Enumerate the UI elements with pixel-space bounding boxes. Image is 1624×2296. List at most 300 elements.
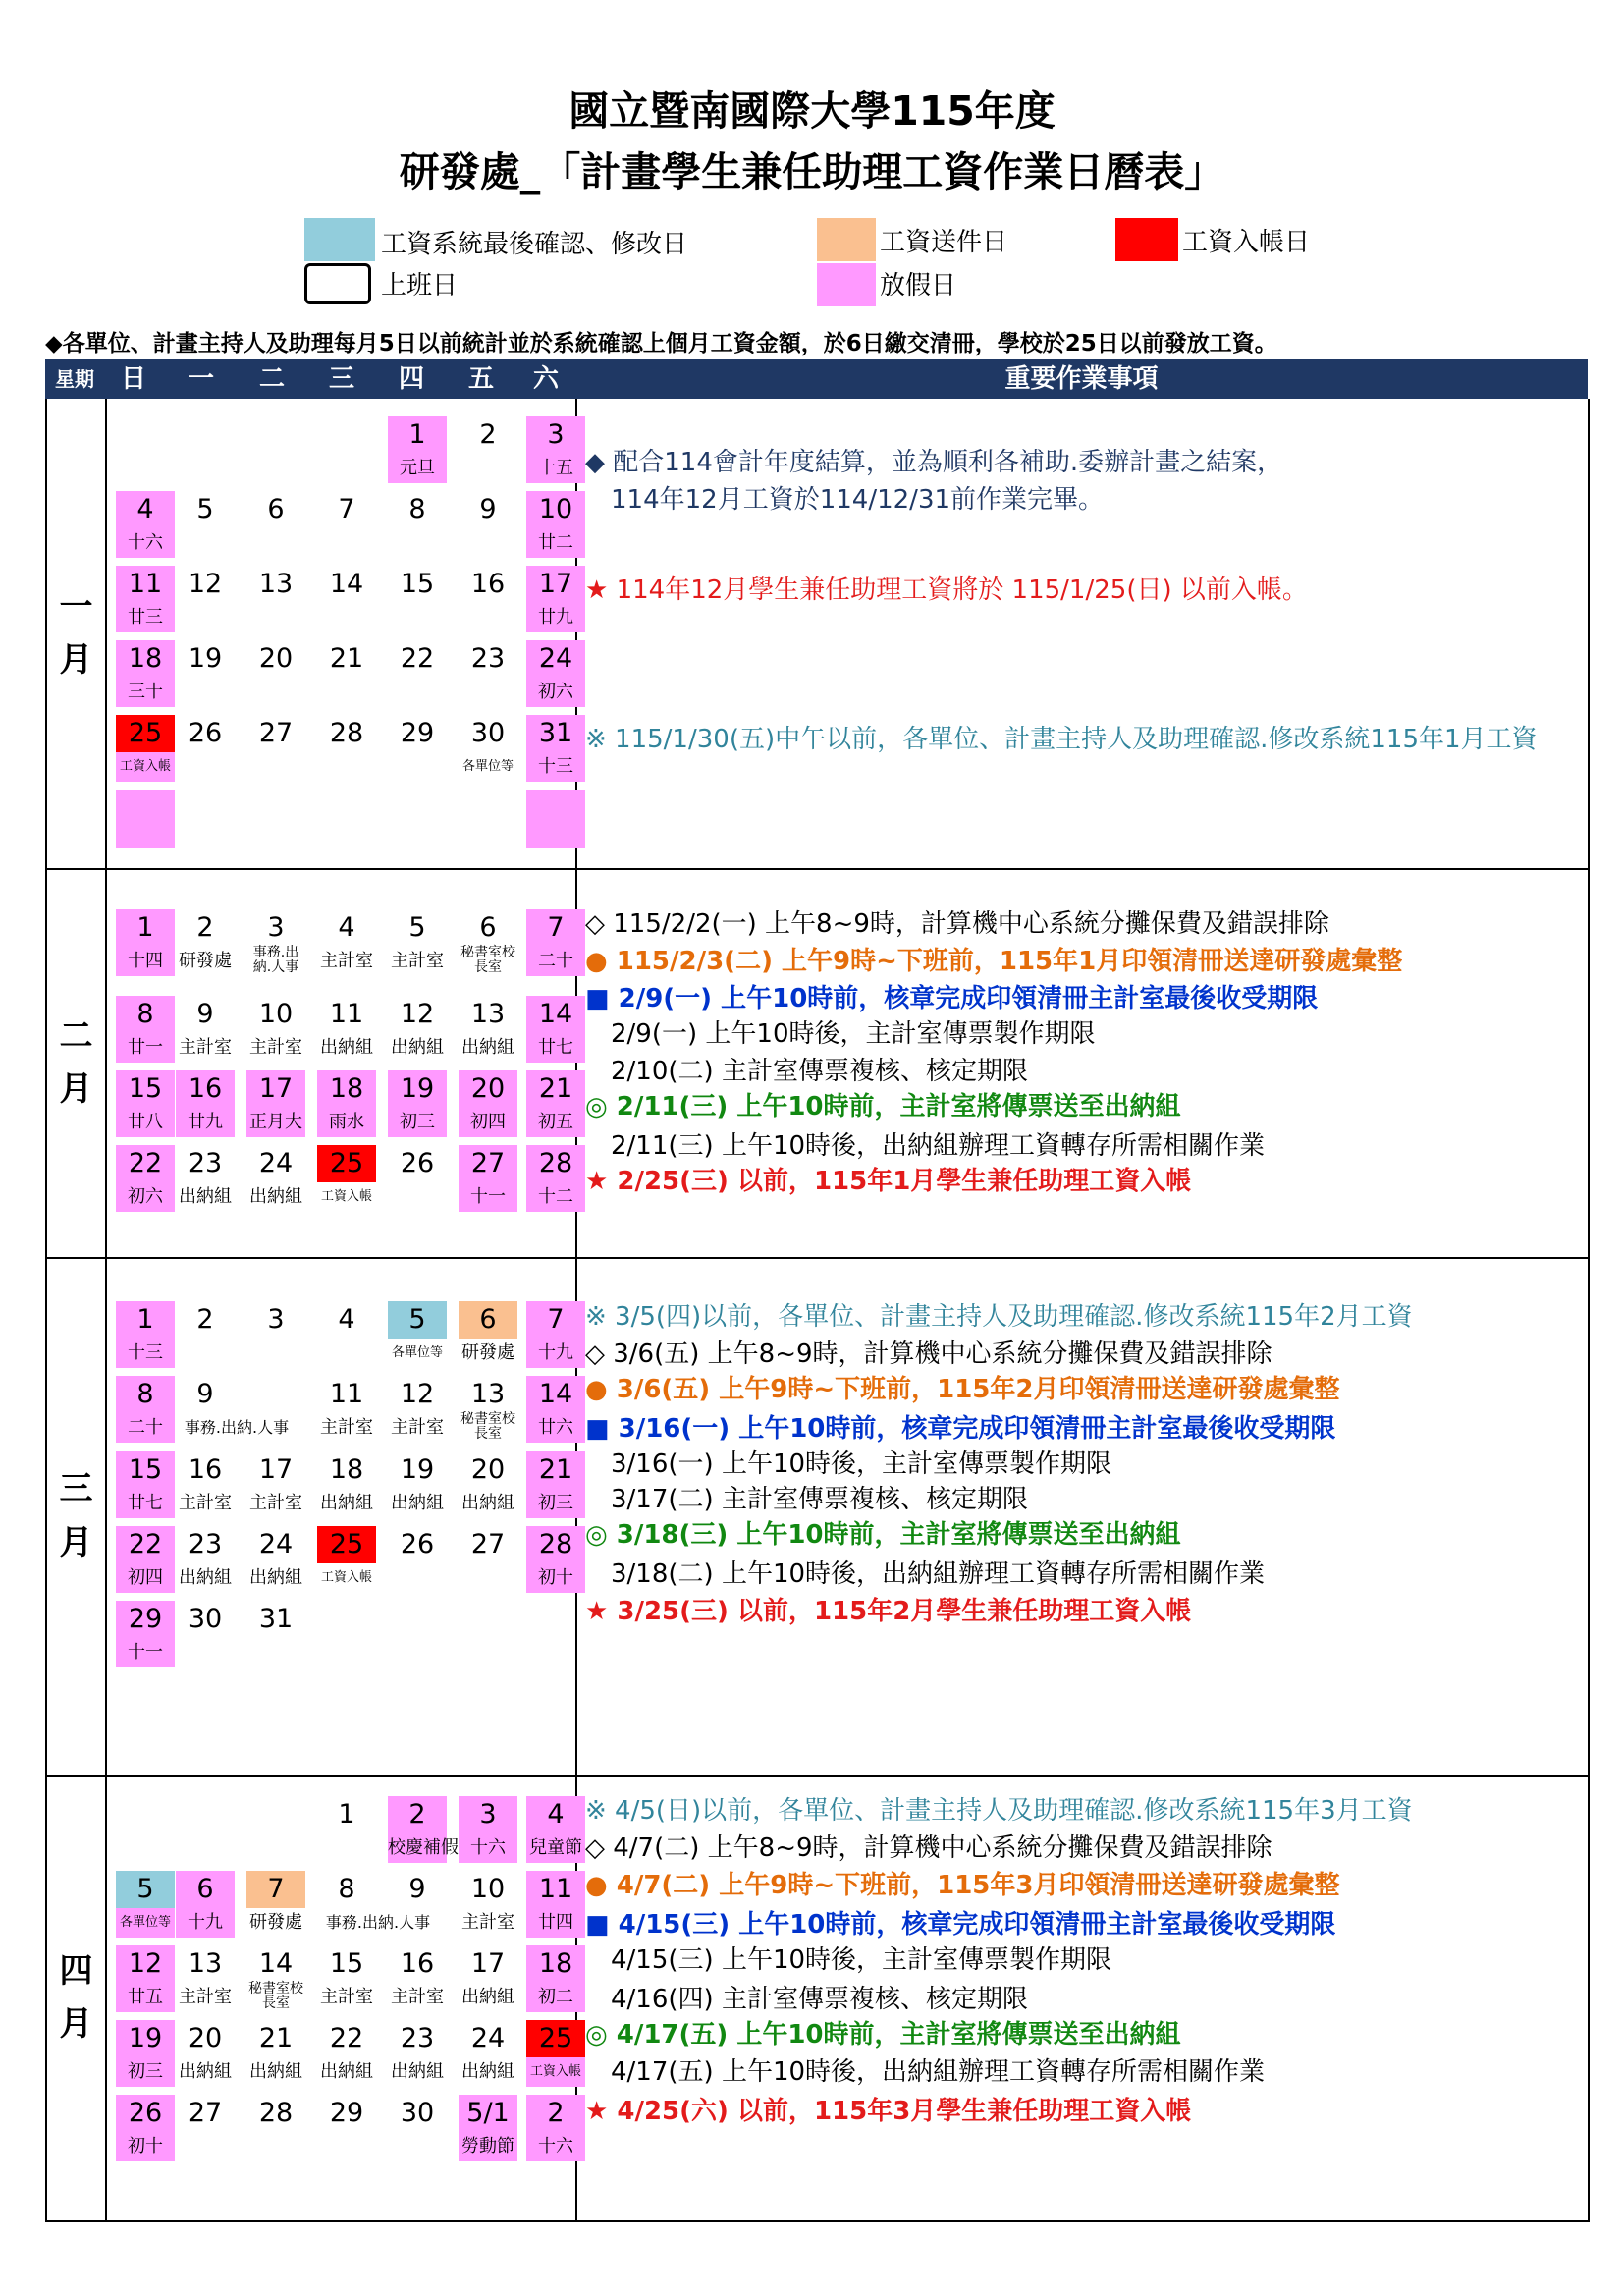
calendar-day bbox=[176, 1945, 235, 2012]
calendar-day bbox=[459, 416, 517, 483]
day-number: 25 bbox=[317, 1526, 376, 1563]
calendar-day bbox=[246, 1451, 305, 1518]
calendar-day bbox=[116, 1301, 175, 1368]
day-number: 27 bbox=[470, 1529, 506, 1559]
event-item: ● 115/2/3(二) 上午9時~下班前，115年1月印領清冊送達研發處彙整 bbox=[585, 947, 1403, 976]
day-number: 12 bbox=[400, 1379, 435, 1409]
calendar-day bbox=[526, 1945, 585, 2012]
calendar-day bbox=[116, 996, 175, 1063]
month-label-char: 月 bbox=[59, 2004, 93, 2044]
calendar-grid bbox=[107, 868, 577, 1257]
day-number: 9 bbox=[408, 1874, 426, 1904]
calendar-day bbox=[388, 1070, 447, 1137]
day-note: 校慶補假 bbox=[388, 1833, 447, 1863]
day-number: 24 bbox=[258, 1529, 294, 1559]
legend-confirm-swatch bbox=[304, 218, 375, 261]
calendar-day bbox=[116, 1070, 175, 1137]
day-number: 26 bbox=[116, 2095, 175, 2132]
calendar-day bbox=[317, 1796, 376, 1863]
day-note: 二十 bbox=[526, 947, 585, 976]
calendar-day bbox=[116, 1376, 175, 1443]
calendar-day bbox=[526, 1796, 585, 1863]
calendar-day bbox=[388, 1945, 447, 2012]
calendar-day bbox=[388, 909, 447, 976]
day-number: 31 bbox=[526, 715, 585, 752]
day-number: 2 bbox=[479, 419, 497, 450]
calendar-day bbox=[246, 2095, 305, 2161]
day-note: 出納組 bbox=[391, 1493, 444, 1513]
calendar-day bbox=[116, 2020, 175, 2087]
day-number: 26 bbox=[188, 718, 223, 748]
day-number: 8 bbox=[116, 996, 175, 1033]
day-note: 廿四 bbox=[526, 1908, 585, 1938]
calendar-day bbox=[459, 1945, 517, 2012]
day-number: 5 bbox=[408, 912, 426, 943]
day-number: 15 bbox=[400, 569, 435, 599]
page-subtitle: 研發處_「計畫學生兼任助理工資作業日曆表」 bbox=[399, 148, 1225, 195]
day-note: 主計室 bbox=[179, 1037, 232, 1058]
calendar-day bbox=[459, 909, 517, 976]
event-item: ■ 4/15(三) 上午10時前，核章完成印領清冊主計室最後收受期限 bbox=[585, 1910, 1336, 1940]
day-number: 29 bbox=[329, 2098, 364, 2128]
day-number: 15 bbox=[329, 1948, 364, 1979]
calendar-day bbox=[176, 1070, 235, 1137]
month-label-char: 四 bbox=[59, 1950, 93, 1991]
month-label bbox=[47, 1775, 107, 2220]
instruction-note: ◆各單位、計畫主持人及助理每月5日以前統計並於系統確認上個月工資金額，於6日繳交清冊，學校於25日以前發放工資。 bbox=[45, 331, 1277, 356]
day-number: 25 bbox=[526, 2020, 585, 2057]
calendar-day bbox=[526, 909, 585, 976]
calendar-day bbox=[116, 566, 175, 632]
month-label-char: 月 bbox=[59, 640, 93, 680]
event-item: ◇ 115/2/2(一) 上午8~9時，計算機中心系統分攤保費及錯誤排除 bbox=[585, 909, 1329, 939]
calendar-day bbox=[176, 491, 235, 558]
calendar-day bbox=[317, 1376, 376, 1443]
day-number: 28 bbox=[526, 1526, 585, 1563]
calendar-day bbox=[388, 640, 447, 707]
calendar-day bbox=[246, 1145, 305, 1212]
calendar-day bbox=[526, 2095, 585, 2161]
day-note: 初十 bbox=[116, 2132, 175, 2161]
calendar-day bbox=[459, 1451, 517, 1518]
day-note: 事務.出納.人事 bbox=[252, 945, 299, 975]
day-note: 廿三 bbox=[116, 603, 175, 632]
calendar-day bbox=[526, 1526, 585, 1593]
day-note: 十六 bbox=[526, 2132, 585, 2161]
day-number: 2 bbox=[196, 1304, 214, 1335]
day-number: 14 bbox=[258, 1948, 294, 1979]
day-note: 主計室 bbox=[249, 1493, 302, 1513]
event-item: ● 4/7(二) 上午9時~下班前，115年3月印領清冊送達研發處彙整 bbox=[585, 1871, 1340, 1900]
day-number: 1 bbox=[116, 909, 175, 947]
day-number: 20 bbox=[470, 1454, 506, 1485]
calendar-grid bbox=[107, 1775, 582, 2220]
calendar-day bbox=[526, 416, 585, 483]
day-note: 正月大 bbox=[246, 1108, 305, 1137]
calendar-day bbox=[526, 1871, 585, 1938]
day-note: 雨水 bbox=[317, 1108, 376, 1137]
day-number: 27 bbox=[258, 718, 294, 748]
calendar-day bbox=[176, 640, 235, 707]
day-number: 11 bbox=[116, 566, 175, 603]
header-day-sun: 日 bbox=[120, 364, 146, 394]
calendar-day bbox=[388, 1871, 447, 1938]
day-note: 初六 bbox=[116, 1182, 175, 1212]
day-number: 3 bbox=[459, 1796, 517, 1833]
event-item: ◇ 4/7(二) 上午8~9時，計算機中心系統分攤保費及錯誤排除 bbox=[585, 1833, 1272, 1863]
calendar-day bbox=[526, 715, 585, 782]
day-number: 7 bbox=[526, 909, 585, 947]
day-note: 初五 bbox=[526, 1108, 585, 1137]
day-number: 30 bbox=[400, 2098, 435, 2128]
day-number: 9 bbox=[196, 1379, 214, 1409]
calendar-day bbox=[317, 996, 376, 1063]
day-number: 8 bbox=[116, 1376, 175, 1413]
day-note: 元旦 bbox=[388, 454, 447, 483]
day-note: 各單位等 bbox=[116, 1908, 175, 1938]
calendar-day bbox=[246, 640, 305, 707]
event-item: 3/18(二) 上午10時後，出納組辦理工資轉存所需相關作業 bbox=[585, 1559, 1266, 1589]
calendar-day bbox=[116, 715, 175, 782]
calendar-day bbox=[459, 1526, 517, 1593]
day-number: 18 bbox=[526, 1945, 585, 1983]
calendar-day bbox=[246, 996, 305, 1063]
calendar-day bbox=[317, 2020, 376, 2087]
calendar-day bbox=[116, 1945, 175, 2012]
day-note: 出納組 bbox=[320, 1493, 373, 1513]
calendar-day bbox=[116, 2095, 175, 2161]
day-note: 勞動節 bbox=[459, 2132, 517, 2161]
month-label bbox=[47, 399, 107, 868]
day-number: 17 bbox=[258, 1454, 294, 1485]
legend-deposit-swatch bbox=[1115, 218, 1178, 261]
calendar-day bbox=[116, 491, 175, 558]
calendar-day bbox=[176, 715, 235, 782]
day-note: 事務.出納.人事 bbox=[325, 1913, 431, 1932]
calendar-grid bbox=[107, 399, 577, 868]
day-note: 出納組 bbox=[320, 1037, 373, 1058]
calendar-day bbox=[246, 1070, 305, 1137]
day-number: 6 bbox=[176, 1871, 235, 1908]
calendar-day bbox=[176, 2020, 235, 2087]
day-number: 21 bbox=[526, 1070, 585, 1108]
day-note: 出納組 bbox=[391, 1037, 444, 1058]
day-number: 6 bbox=[479, 912, 497, 943]
header-day-sat: 六 bbox=[532, 364, 559, 394]
day-note: 出納組 bbox=[391, 2061, 444, 2082]
day-number: 21 bbox=[526, 1451, 585, 1489]
day-note: 廿六 bbox=[526, 1413, 585, 1443]
month-label-char: 月 bbox=[59, 1522, 93, 1562]
day-number: 1 bbox=[338, 1799, 355, 1830]
event-item: ■ 2/9(一) 上午10時前，核章完成印領清冊主計室最後收受期限 bbox=[585, 984, 1319, 1013]
legend-send-label: 工資送件日 bbox=[880, 228, 1008, 257]
day-note: 十九 bbox=[176, 1908, 235, 1938]
day-note: 出納組 bbox=[461, 1037, 514, 1058]
day-note: 研發處 bbox=[461, 1342, 514, 1363]
calendar-day bbox=[526, 1145, 585, 1212]
calendar-day bbox=[116, 1601, 175, 1667]
header-week: 星期 bbox=[55, 367, 94, 391]
event-item: 114年12月工資於114/12/31前作業完畢。 bbox=[585, 485, 1105, 515]
day-note: 十三 bbox=[526, 752, 585, 782]
day-note: 主計室 bbox=[391, 951, 444, 971]
day-number: 16 bbox=[188, 1454, 223, 1485]
day-number: 23 bbox=[188, 1148, 223, 1178]
header-day-wed: 三 bbox=[328, 364, 354, 394]
calendar-day bbox=[459, 715, 517, 782]
day-number: 12 bbox=[116, 1945, 175, 1983]
day-note: 出納組 bbox=[179, 1567, 232, 1588]
calendar-day bbox=[459, 2020, 517, 2087]
calendar-day bbox=[526, 1070, 585, 1137]
month-block bbox=[45, 1257, 1590, 1777]
day-note: 十九 bbox=[526, 1339, 585, 1368]
calendar-day bbox=[317, 640, 376, 707]
day-number: 11 bbox=[329, 1379, 364, 1409]
event-item: ■ 3/16(一) 上午10時前，核章完成印領清冊主計室最後收受期限 bbox=[585, 1414, 1336, 1444]
calendar-day bbox=[176, 909, 235, 976]
event-item: ※ 4/5(日)以前，各單位、計畫主持人及助理確認.修改系統115年3月工資 bbox=[585, 1796, 1413, 1826]
legend-confirm-label: 工資系統最後確認、修改日 bbox=[381, 230, 688, 259]
day-note: 主計室 bbox=[391, 1987, 444, 2007]
day-number: 24 bbox=[258, 1148, 294, 1178]
calendar-day bbox=[317, 491, 376, 558]
day-number: 18 bbox=[329, 1454, 364, 1485]
calendar-day bbox=[116, 1451, 175, 1518]
day-number: 22 bbox=[400, 643, 435, 674]
month-block bbox=[45, 399, 1590, 870]
calendar-day bbox=[246, 1301, 305, 1368]
day-number: 10 bbox=[526, 491, 585, 528]
calendar-day bbox=[317, 1871, 431, 1938]
calendar-day bbox=[459, 1796, 517, 1863]
calendar-day bbox=[459, 1145, 517, 1212]
calendar-day bbox=[317, 1070, 376, 1137]
calendar-day bbox=[526, 491, 585, 558]
day-number: 28 bbox=[329, 718, 364, 748]
day-note: 秘書室校長室 bbox=[460, 945, 515, 975]
day-note: 廿七 bbox=[116, 1489, 175, 1518]
day-note: 初十 bbox=[526, 1563, 585, 1593]
day-number: 4 bbox=[338, 912, 355, 943]
calendar-day bbox=[317, 1945, 376, 2012]
header-events: 重要作業事項 bbox=[1004, 364, 1159, 394]
calendar-day bbox=[246, 1601, 305, 1667]
calendar-day bbox=[116, 640, 175, 707]
holiday-column-fill bbox=[526, 790, 585, 848]
day-note: 十三 bbox=[116, 1339, 175, 1368]
calendar-day bbox=[246, 909, 305, 976]
calendar-day bbox=[388, 1145, 447, 1212]
day-number: 17 bbox=[470, 1948, 506, 1979]
calendar-day bbox=[526, 640, 585, 707]
header-day-thu: 四 bbox=[398, 364, 424, 394]
day-number: 27 bbox=[188, 2098, 223, 2128]
event-item: ★ 2/25(三) 以前，115年1月學生兼任助理工資入帳 bbox=[585, 1167, 1192, 1196]
day-number: 13 bbox=[470, 1379, 506, 1409]
day-number: 11 bbox=[329, 999, 364, 1029]
day-note: 十六 bbox=[116, 528, 175, 558]
calendar-day bbox=[176, 1601, 235, 1667]
day-number: 6 bbox=[267, 494, 285, 524]
day-number: 13 bbox=[470, 999, 506, 1029]
day-number: 8 bbox=[338, 1874, 355, 1904]
calendar-day bbox=[388, 2020, 447, 2087]
day-note: 廿二 bbox=[526, 528, 585, 558]
day-note: 出納組 bbox=[249, 2061, 302, 2082]
legend-holiday-swatch bbox=[817, 263, 876, 306]
day-note: 秘書室校長室 bbox=[460, 1411, 515, 1442]
day-number: 2 bbox=[526, 2095, 585, 2132]
calendar-day bbox=[176, 1526, 235, 1593]
event-item: 4/17(五) 上午10時後，出納組辦理工資轉存所需相關作業 bbox=[585, 2057, 1266, 2087]
day-number: 10 bbox=[258, 999, 294, 1029]
event-item: 2/11(三) 上午10時後，出納組辦理工資轉存所需相關作業 bbox=[585, 1131, 1266, 1161]
day-number: 19 bbox=[188, 643, 223, 674]
day-note: 各單位等 bbox=[391, 1345, 443, 1360]
day-note: 初三 bbox=[526, 1489, 585, 1518]
holiday-column-fill bbox=[116, 790, 175, 848]
day-number: 2 bbox=[196, 912, 214, 943]
day-number: 20 bbox=[459, 1070, 517, 1108]
calendar-day bbox=[459, 1070, 517, 1137]
day-note: 出納組 bbox=[249, 1186, 302, 1207]
calendar-day bbox=[388, 2095, 447, 2161]
day-number: 12 bbox=[188, 569, 223, 599]
day-number: 29 bbox=[116, 1601, 175, 1638]
day-number: 16 bbox=[400, 1948, 435, 1979]
day-number: 23 bbox=[188, 1529, 223, 1559]
month-label-char: 月 bbox=[59, 1069, 93, 1109]
calendar-day bbox=[526, 566, 585, 632]
calendar-day bbox=[459, 2095, 517, 2161]
day-number: 26 bbox=[400, 1529, 435, 1559]
day-note: 出納組 bbox=[249, 1567, 302, 1588]
day-note: 十一 bbox=[116, 1638, 175, 1667]
day-note: 工資入帳 bbox=[116, 752, 175, 782]
day-note: 廿九 bbox=[526, 603, 585, 632]
day-number: 17 bbox=[526, 566, 585, 603]
day-number: 18 bbox=[317, 1070, 376, 1108]
day-note: 初四 bbox=[459, 1108, 517, 1137]
calendar-day bbox=[459, 640, 517, 707]
day-note: 十一 bbox=[459, 1182, 517, 1212]
event-item: 3/17(二) 主計室傳票複核、核定期限 bbox=[585, 1485, 1028, 1514]
calendar-day bbox=[388, 1526, 447, 1593]
calendar-day bbox=[388, 1796, 459, 1863]
day-number: 23 bbox=[470, 643, 506, 674]
day-number: 5/1 bbox=[459, 2095, 517, 2132]
event-item: ◎ 2/11(三) 上午10時前，主計室將傳票送至出納組 bbox=[585, 1092, 1181, 1121]
day-note: 研發處 bbox=[179, 951, 232, 971]
calendar-day bbox=[246, 1871, 305, 1938]
day-note: 出納組 bbox=[461, 1493, 514, 1513]
day-number: 10 bbox=[470, 1874, 506, 1904]
calendar-grid bbox=[107, 1257, 577, 1775]
day-number: 5 bbox=[388, 1301, 447, 1339]
month-label-char: 三 bbox=[59, 1469, 93, 1509]
day-number: 27 bbox=[459, 1145, 517, 1182]
day-note: 十五 bbox=[526, 454, 585, 483]
day-number: 21 bbox=[329, 643, 364, 674]
day-note: 各單位等 bbox=[461, 759, 514, 774]
event-item: ★ 4/25(六) 以前，115年3月學生兼任助理工資入帳 bbox=[585, 2097, 1192, 2126]
calendar-day bbox=[388, 715, 447, 782]
calendar-day bbox=[317, 1526, 376, 1593]
day-number: 13 bbox=[258, 569, 294, 599]
day-number: 29 bbox=[400, 718, 435, 748]
day-number: 17 bbox=[246, 1070, 305, 1108]
event-item: ◎ 4/17(五) 上午10時前，主計室將傳票送至出納組 bbox=[585, 2020, 1181, 2050]
calendar-day bbox=[526, 1376, 585, 1443]
day-number: 30 bbox=[470, 718, 506, 748]
calendar-day bbox=[176, 1145, 235, 1212]
header-day-fri: 五 bbox=[467, 364, 494, 394]
day-number: 28 bbox=[526, 1145, 585, 1182]
day-number: 21 bbox=[258, 2023, 294, 2053]
calendar-day bbox=[246, 1945, 305, 2012]
day-number: 15 bbox=[116, 1070, 175, 1108]
calendar-day bbox=[176, 2095, 235, 2161]
day-note: 工資入帳 bbox=[320, 1570, 372, 1585]
day-number: 19 bbox=[400, 1454, 435, 1485]
day-note: 工資入帳 bbox=[320, 1189, 372, 1204]
day-number: 30 bbox=[188, 1604, 223, 1634]
day-note: 廿五 bbox=[116, 1983, 175, 2012]
day-number: 18 bbox=[116, 640, 175, 678]
event-item: ★ 114年12月學生兼任助理工資將於 115/1/25(日) 以前入帳。 bbox=[585, 575, 1308, 605]
calendar-day bbox=[317, 1145, 376, 1212]
day-number: 4 bbox=[116, 491, 175, 528]
day-number: 19 bbox=[116, 2020, 175, 2057]
day-number: 7 bbox=[246, 1871, 305, 1908]
day-note: 廿九 bbox=[176, 1108, 235, 1137]
calendar-day bbox=[459, 566, 517, 632]
calendar-day bbox=[176, 566, 235, 632]
event-item: ◆ 配合114會計年度結算，並為順利各補助.委辦計畫之結案， bbox=[585, 448, 1283, 477]
day-number: 22 bbox=[116, 1145, 175, 1182]
day-number: 14 bbox=[329, 569, 364, 599]
calendar-day bbox=[317, 2095, 376, 2161]
legend-deposit-label: 工資入帳日 bbox=[1182, 228, 1311, 257]
day-number: 8 bbox=[408, 494, 426, 524]
calendar-day bbox=[317, 566, 376, 632]
day-number: 1 bbox=[388, 416, 447, 454]
day-note: 十六 bbox=[459, 1833, 517, 1863]
day-number: 24 bbox=[470, 2023, 506, 2053]
calendar-day bbox=[246, 1526, 305, 1593]
calendar-day bbox=[459, 491, 517, 558]
day-note: 廿一 bbox=[116, 1033, 175, 1063]
header-day-tue: 二 bbox=[258, 364, 285, 394]
day-note: 事務.出納.人事 bbox=[184, 1418, 290, 1437]
event-item: 2/9(一) 上午10時後，主計室傳票製作期限 bbox=[585, 1019, 1096, 1049]
calendar-day bbox=[116, 1871, 175, 1938]
month-label-char: 一 bbox=[59, 586, 93, 627]
day-note: 出納組 bbox=[320, 2061, 373, 2082]
day-note: 十四 bbox=[116, 947, 175, 976]
day-note: 初三 bbox=[388, 1108, 447, 1137]
header-day-mon: 一 bbox=[188, 364, 214, 394]
day-note: 主計室 bbox=[320, 1987, 373, 2007]
day-note: 主計室 bbox=[179, 1987, 232, 2007]
day-number: 20 bbox=[188, 2023, 223, 2053]
day-number: 25 bbox=[317, 1145, 376, 1182]
day-note: 出納組 bbox=[179, 1186, 232, 1207]
legend-workday-swatch bbox=[304, 263, 371, 304]
month-block bbox=[45, 1775, 1590, 2222]
